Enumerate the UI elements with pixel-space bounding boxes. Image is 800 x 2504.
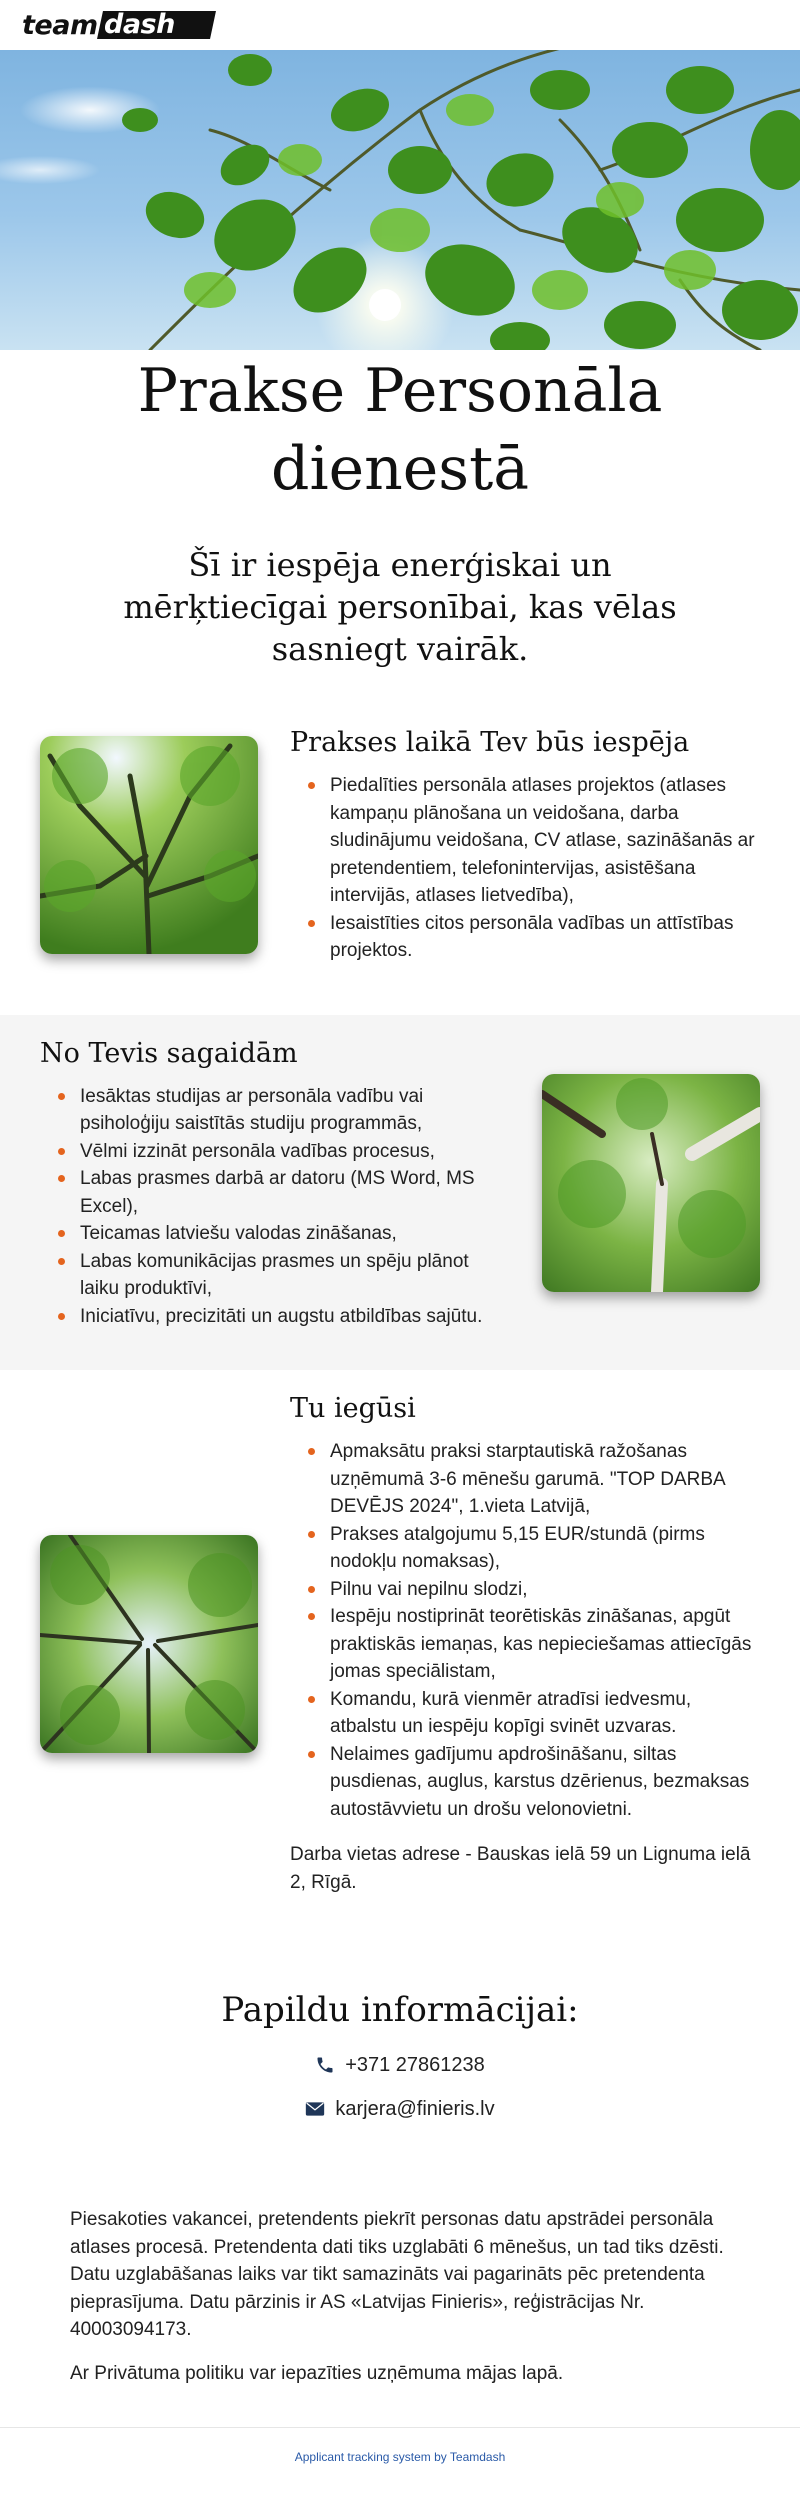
page-subtitle: Šī ir iespēja enerģiskai un mērķtiecīgai personībai, kas vēlas sasniegt vairāk. [123, 546, 677, 668]
section-expectations [0, 1015, 800, 1371]
phone-icon [315, 2055, 335, 2075]
hero-image [0, 50, 800, 350]
list-item: Nelaimes gadījumu apdrošināšanu, siltas pusdienas, auglus, karstus dzērienus, bezmaksas autostāvvietu un drošu velonovietni. [330, 1741, 760, 1824]
privacy-paragraph-1 [70, 2206, 730, 2344]
section-benefits [0, 1370, 800, 1936]
email-address[interactable]: karjera@finieris.lv [335, 2098, 495, 2120]
list-item: Prakses atalgojumu 5,15 EUR/stundā (pirms nodokļu nomaksas), [330, 1521, 760, 1576]
list-item: Iespēju nostiprināt teorētiskās zināšanas, apgūt praktiskās iemaņas, kas nepieciešamas attiecīgās jomas speciālistam, [330, 1603, 760, 1686]
benefits-content [258, 1392, 760, 1896]
opportunities-list [290, 772, 760, 965]
logo-text-dash-block [97, 11, 216, 39]
section-heading-opportunities: Prakses laikā Tev būs iespēja [290, 727, 690, 758]
envelope-icon [305, 2101, 325, 2117]
birch-canopy-image-2 [542, 1074, 760, 1292]
logo-text-team: team [22, 9, 98, 41]
email-row[interactable] [0, 2096, 800, 2122]
page-title: Prakse Personāla dienestā [137, 356, 663, 504]
phone-row[interactable] [0, 2052, 800, 2078]
birch-canopy-image-1 [40, 736, 258, 954]
section-heading-expectations: No Tevis sagaidām [40, 1037, 298, 1069]
list-item: Iesaistīties citos personāla vadības un attīstības projektos. [330, 910, 760, 965]
list-item: Piedalīties personāla atlases projektos (atlases kampaņu plānošana un veidošana, darba sludinājumu veidošana, CV atlase, sazināšanās ar pretendentiem, telefonintervijas, asistēšana intervijās, atlases lietvedība), [330, 772, 760, 910]
contact-section [0, 1936, 800, 2122]
list-item: Pilnu vai nepilnu slodzi, [330, 1576, 760, 1604]
logo-text-dash: dash [103, 9, 175, 40]
expectations-list [40, 1083, 500, 1331]
list-item: Komandu, kurā vienmēr atradīsi iedvesmu, atbalstu un iespēju kopīgi svinēt uzvaras. [330, 1686, 760, 1741]
phone-number[interactable]: +371 27861238 [345, 2054, 485, 2076]
list-item: Iniciatīvu, precizitāti un augstu atbildības sajūtu. [80, 1303, 500, 1331]
list-item: Labas komunikācijas prasmes un spēju plānot laiku produktīvi, [80, 1248, 500, 1303]
opportunities-content [258, 726, 760, 965]
privacy-paragraph-2: Ar Privātuma politiku var iepazīties uzņēmuma mājas lapā. [70, 2362, 564, 2384]
footer-ats-link[interactable]: Applicant tracking system by Teamdash [294, 2450, 506, 2464]
benefits-list [290, 1438, 760, 1823]
privacy-text-1: Piesakoties vakancei, pretendents piekrīt personas datu apstrādei personāla atlases procesā. Pretendenta dati tiks uzglabāti 6 mēnešus, un tad tiks dzēsti. [70, 2209, 724, 2258]
birch-canopy-image-3 [40, 1535, 258, 1753]
list-item: Labas prasmes darbā ar datoru (MS Word, MS Excel), [80, 1165, 500, 1220]
privacy-notice [0, 2140, 800, 2387]
expectations-content [40, 1037, 542, 1331]
work-address: Darba vietas adrese - Bauskas ielā 59 un Lignuma ielā 2, Rīgā. [290, 1844, 751, 1893]
section-heading-benefits: Tu iegūsi [290, 1393, 416, 1424]
list-item: Iesāktas studijas ar personāla vadību vai psiholoģiju saistītās studiju programmās, [80, 1083, 500, 1138]
list-item: Vēlmi izzināt personāla vadības procesus, [80, 1138, 500, 1166]
teamdash-logo[interactable] [22, 9, 212, 41]
birch-leaves-illustration [0, 50, 800, 350]
top-bar [0, 0, 800, 50]
contact-heading: Papildu informācijai: [221, 1990, 579, 2030]
footer [0, 2427, 800, 2486]
list-item: Teicamas latviešu valodas zināšanas, [80, 1220, 500, 1248]
privacy-text-2: Datu uzglabāšanas laiks var tikt samazināts vai pagarināts pēc pretendenta pieprasījuma. Datu pārzinis ir AS «Latvijas Finieris», reģistrācijas Nr. 40003094173. [70, 2264, 705, 2340]
section-opportunities [0, 670, 800, 1015]
list-item: Apmaksātu praksi starptautiskā ražošanas uzņēmumā 3-6 mēnešu garumā. "TOP DARBA DEVĒJS 2024", 1.vieta Latvijā, [330, 1438, 760, 1521]
